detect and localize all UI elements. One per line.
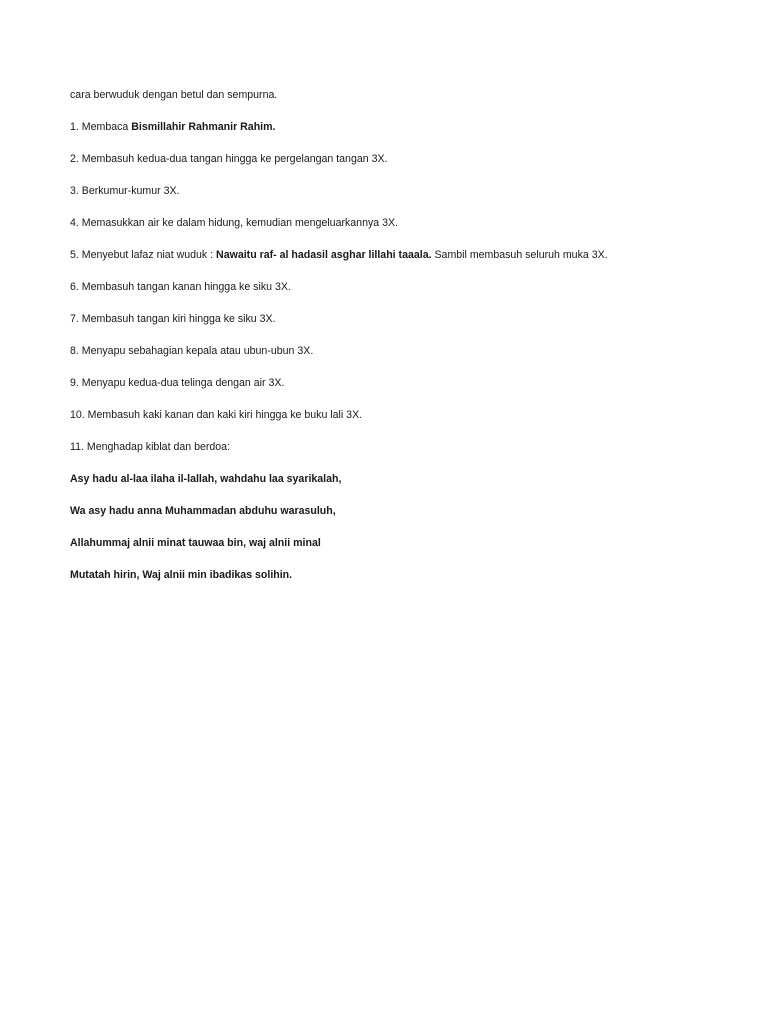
step-text: 10. Membasuh kaki kanan dan kaki kiri hingga ke buku lali 3X. <box>70 409 363 421</box>
step-text: 7. Membasuh tangan kiri hingga ke siku 3X. <box>70 313 276 325</box>
step-6 <box>70 281 730 294</box>
intro-line: cara berwuduk dengan betul dan sempurna. <box>70 89 278 101</box>
step-7 <box>70 313 730 326</box>
step-text: 4. Memasukkan air ke dalam hidung, kemudian mengeluarkannya 3X. <box>70 217 399 229</box>
step-10 <box>70 409 730 422</box>
step-text-tail: Sambil membasuh seluruh muka 3X. <box>431 249 608 261</box>
step-11 <box>70 441 730 454</box>
step-text: 1. Membaca <box>70 121 132 133</box>
step-5 <box>70 249 730 262</box>
step-9 <box>70 377 730 390</box>
step-text: 11. Menghadap kiblat dan berdoa: <box>70 441 231 453</box>
step-text: 6. Membasuh tangan kanan hingga ke siku 3X. <box>70 281 291 293</box>
step-2 <box>70 153 730 166</box>
prayer-line-3: Allahummaj alnii minat tauwaa bin, waj alnii minal <box>70 537 321 549</box>
step-text: 2. Membasuh kedua-dua tangan hingga ke pergelangan tangan 3X. <box>70 153 388 165</box>
step-text: 3. Berkumur-kumur 3X. <box>70 185 180 197</box>
prayer-line-4: Mutatah hirin, Waj alnii min ibadikas solihin. <box>70 569 293 581</box>
prayer-line-1: Asy hadu al-laa ilaha il-lallah, wahdahu laa syarikalah, <box>70 473 342 485</box>
step-4 <box>70 217 730 230</box>
step-bold-text: Bismillahir Rahmanir Rahim. <box>131 121 276 133</box>
step-bold-text: Nawaitu raf- al hadasil asghar lillahi taaala. <box>216 249 432 261</box>
document-page <box>70 89 730 601</box>
step-3 <box>70 185 730 198</box>
step-text: 5. Menyebut lafaz niat wuduk : <box>70 249 217 261</box>
step-text: 8. Menyapu sebahagian kepala atau ubun-ubun 3X. <box>70 345 314 357</box>
step-8 <box>70 345 730 358</box>
prayer-line-2: Wa asy hadu anna Muhammadan abduhu warasuluh, <box>70 505 336 517</box>
step-1 <box>70 121 730 134</box>
step-text: 9. Menyapu kedua-dua telinga dengan air 3X. <box>70 377 285 389</box>
